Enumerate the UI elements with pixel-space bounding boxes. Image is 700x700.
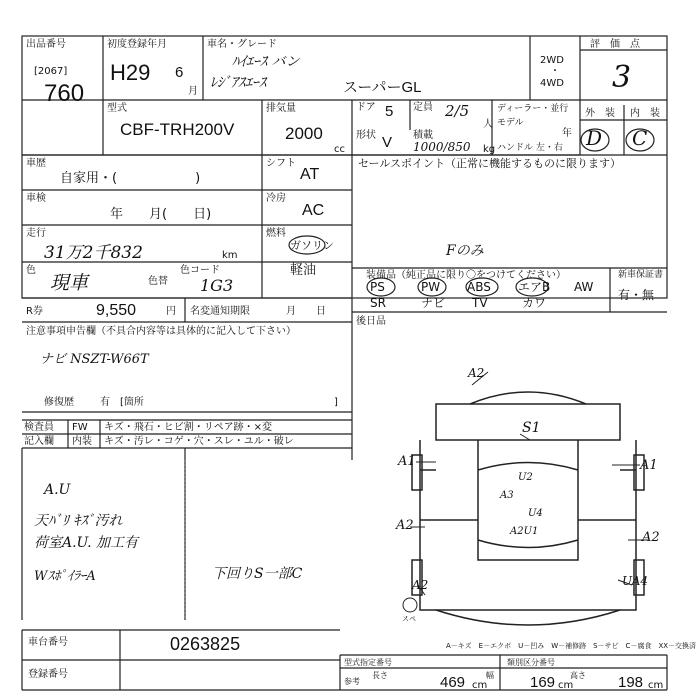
inspect: 年 月( 日): [110, 207, 212, 222]
length-label: 長さ: [372, 671, 388, 680]
color-code: 1G3: [200, 276, 234, 295]
equip-leather: カワ: [522, 296, 547, 310]
load-label: 積載: [413, 130, 433, 141]
ref-label: 参考: [344, 677, 360, 686]
equip-label: 装備品（純正品に限り〇をつけてください）: [366, 270, 566, 281]
diagram-mark: A2: [412, 578, 429, 592]
length: 469: [440, 674, 466, 691]
drive-dot: ・: [550, 66, 560, 77]
chassis-label: 車台番号: [28, 637, 68, 648]
equip-airbag: エアB: [518, 280, 551, 294]
warranty: 有・無: [618, 288, 655, 302]
undercarriage-note: 下回りS一部C: [212, 566, 303, 582]
spec-no-label: 型式指定番号: [344, 658, 392, 667]
notes-label: 注意事項申告欄（不具合内容等は具体的に記入して下さい）: [26, 326, 296, 337]
diagram-mark: U2: [518, 472, 533, 483]
color-swap-label: 色替: [148, 276, 168, 287]
model-year-label: モデル: [497, 118, 524, 128]
recycle-label: R券: [26, 306, 43, 317]
diagram-mark: A1: [640, 458, 658, 473]
recycle-fee: 9,550: [96, 302, 137, 319]
sales-note: Fのみ: [446, 243, 484, 259]
cc-unit: cc: [334, 144, 345, 155]
fuel-label: 燃料: [266, 228, 286, 239]
interior-label: 内 装: [630, 108, 660, 119]
diagram-mark: A2: [396, 518, 414, 533]
shape-label: 形状: [356, 130, 376, 141]
car-name-sub: ﾚｼﾞｱｽｴｰｽ: [210, 75, 266, 91]
sales-point-label: セールスポイント（正常に機能するものに限ります）: [358, 157, 622, 170]
drive-2wd: 2WD: [540, 55, 564, 66]
length-unit: cm: [472, 680, 488, 691]
width: 169: [530, 674, 556, 691]
diagram-mark: A2: [642, 530, 660, 545]
exterior-label: 外 装: [585, 108, 615, 119]
lot-number: 760: [44, 80, 85, 107]
handle-label: ハンドル 左・右: [497, 143, 563, 153]
equip-tv: TV: [472, 296, 488, 310]
usage: 自家用・( ): [60, 171, 201, 186]
diagram-mark: U4: [528, 508, 543, 519]
grade: スーパーGL: [343, 79, 422, 96]
exterior-score: D: [586, 126, 603, 150]
later-items-label: 後日品: [356, 316, 386, 327]
diagram-mark: A2U1: [510, 526, 539, 537]
cc: 2000: [285, 124, 323, 143]
year-unit: 年: [562, 128, 572, 139]
capacity: 2/5: [445, 102, 470, 120]
class-no-label: 類別区分番号: [507, 658, 555, 667]
spare-label: スペ: [402, 615, 416, 623]
inspector-note-1: A.U: [44, 482, 71, 498]
inspector-label-2: 記入欄: [24, 436, 54, 447]
shift: AT: [300, 166, 320, 183]
load-unit: kg: [483, 144, 496, 155]
height: 198: [618, 674, 644, 691]
inspector-note-4: WｽﾎﾟｲﾗｰA: [34, 569, 96, 584]
diagram-mark: A2: [468, 366, 485, 380]
equip-navi: ナビ: [421, 296, 446, 310]
mileage: 31万2千832: [44, 243, 143, 263]
model-label: 型式: [107, 103, 127, 114]
repair: 有 [箇所: [100, 397, 144, 408]
equip-pw: PW: [421, 280, 441, 294]
cap-unit: 人: [483, 119, 493, 130]
car-name: ﾊｲｴｰｽ バン: [232, 54, 300, 70]
reg-era: H29: [110, 60, 151, 85]
width-unit: cm: [558, 680, 574, 691]
inspector-note-2: 天ﾊﾞﾘ ｷｽﾞ汚れ: [34, 513, 123, 529]
ac-label: 冷房: [266, 193, 286, 204]
lot-sub: [2067]: [34, 66, 68, 77]
inspect-label: 車検: [26, 193, 46, 204]
reg-month-unit: 月: [188, 86, 198, 97]
equip-ps: PS: [370, 280, 385, 294]
color-label: 色: [26, 265, 36, 276]
usage-label: 車歴: [26, 158, 46, 169]
reg-month: 6: [175, 64, 184, 81]
mileage-label: 走行: [26, 228, 46, 239]
reg-no-label: 登録番号: [28, 669, 68, 680]
interior-score: C: [632, 126, 648, 150]
height-unit: cm: [648, 680, 664, 691]
diagram-mark: A3: [500, 490, 514, 501]
repair-label: 修復歴: [44, 397, 74, 408]
repair-close: ]: [334, 397, 338, 408]
fuel-gas: ガソリン: [290, 239, 334, 252]
diagram-legend: A－キズ E－エクボ U－凹み W－補修跡 S－サビ C－腐食 XX－交換済: [446, 642, 697, 650]
load: 1000/850: [413, 140, 471, 154]
car-name-label: 車名・グレード: [207, 39, 277, 50]
cap-label: 定員: [413, 102, 433, 113]
shift-label: シフト: [266, 158, 296, 169]
equip-abs: ABS: [467, 280, 491, 294]
height-label: 高さ: [570, 671, 586, 680]
cc-label: 排気量: [266, 103, 296, 114]
fw-head: FW: [72, 422, 88, 433]
score: 3: [612, 60, 632, 95]
name-change: 月 日: [286, 306, 326, 317]
diagram-mark: UA4: [622, 574, 649, 588]
dealer-label: ディーラー・並行: [497, 104, 569, 114]
recycle-unit: 円: [166, 306, 176, 317]
lot-label: 出品番号: [26, 39, 66, 50]
fuel-diesel: 軽油: [290, 263, 317, 278]
mileage-unit: km: [222, 250, 238, 261]
score-label: 評 価 点: [590, 39, 640, 50]
shape: V: [382, 134, 393, 151]
notes-text: ナビ NSZT-W66T: [40, 352, 149, 367]
chassis-number: 0263825: [170, 634, 241, 654]
new-warranty-label: 新車保証書: [618, 270, 664, 280]
interior-row: キズ・汚レ・コゲ・穴・スレ・ユル・破レ: [104, 436, 294, 447]
interior-head: 内装: [72, 436, 92, 447]
diagram-mark: S1: [522, 420, 541, 436]
reg-label: 初度登録年月: [107, 39, 167, 50]
ac: AC: [302, 202, 325, 219]
drive-4wd: 4WD: [540, 78, 564, 89]
color: 現車: [50, 272, 89, 294]
diagram-mark: A1: [398, 454, 416, 469]
inspector-label-1: 検査員: [24, 422, 54, 433]
doors: 5: [385, 103, 394, 120]
doors-label: ドア: [356, 102, 376, 113]
equip-sr: SR: [370, 296, 386, 310]
model: CBF-TRH200V: [120, 120, 235, 139]
inspector-note-3: 荷室A.U. 加工有: [34, 535, 138, 551]
equip-aw: AW: [574, 280, 594, 294]
width-label: 幅: [486, 671, 494, 680]
color-code-label: 色コード: [180, 265, 220, 276]
fw-row: キズ・飛石・ヒビ割・リペア跡・×変: [104, 422, 272, 433]
name-change-label: 名変通知期限: [190, 306, 250, 317]
